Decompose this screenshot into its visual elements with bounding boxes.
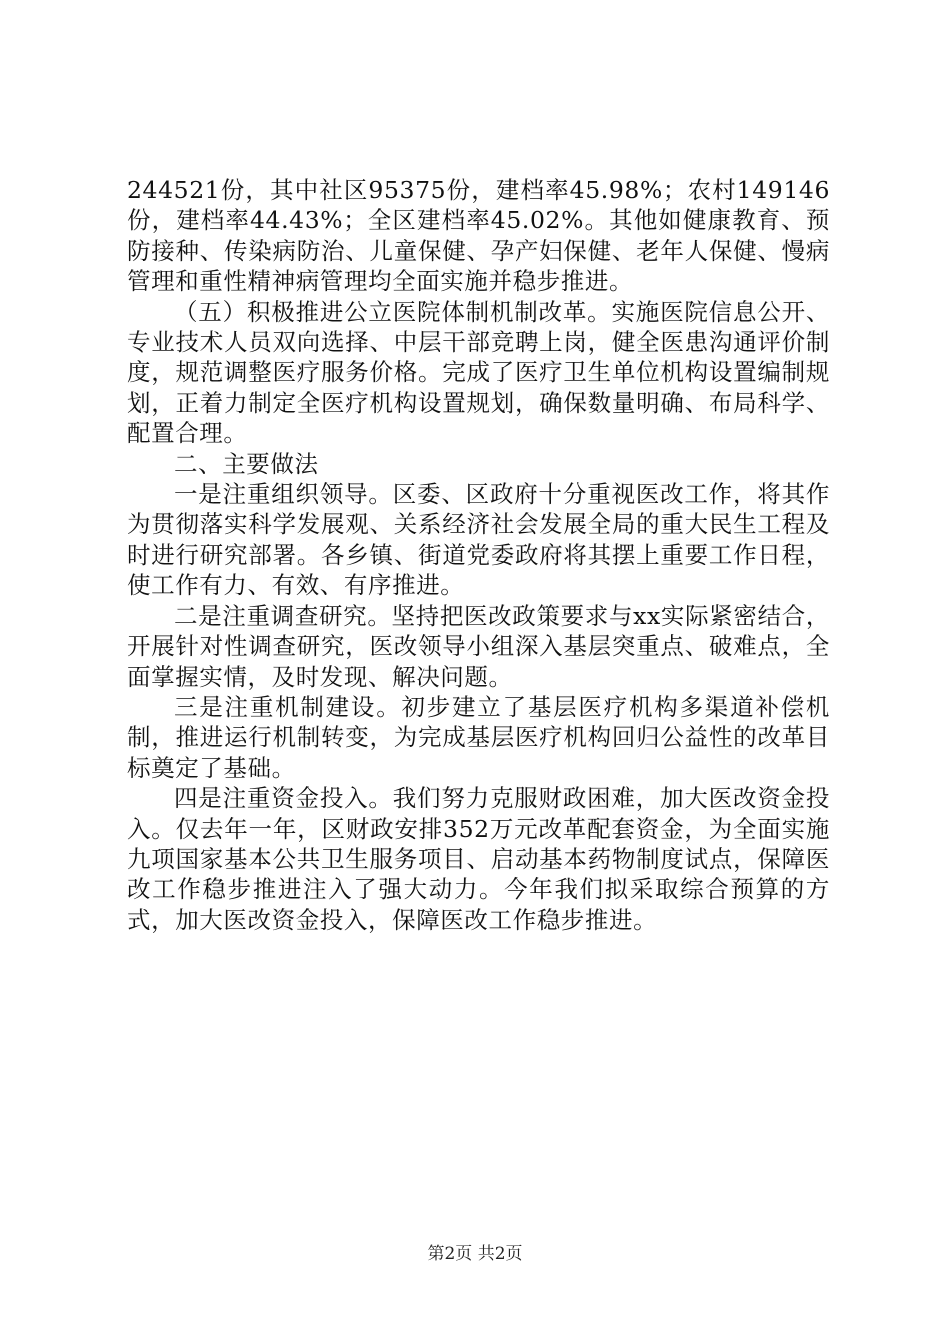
paragraph-funding-investment: 四是注重资金投入。我们努力克服财政困难，加大医改资金投入。仅去年一年，区财政安排352万元改革配套资金，为全面实施九项国家基本公共卫生服务项目、启动基本药物制度试点，保障医改工作稳步推进注入了强大动力。今年我们拟采取综合预算的方式，加大医改资金投入，保障医改工作稳步推进。 — [127, 784, 830, 934]
page-number: 第2页 共2页 — [427, 1244, 523, 1264]
paragraph-archive-stats: 244521份，其中社区95375份，建档率45.98%；农村149146份，建档率44.43%；全区建档率45.02%。其他如健康教育、预防接种、传染病防治、儿童保健、孕产妇保健、老年人保健、慢病管理和重性精神病管理均全面实施并稳步推进。 — [127, 176, 830, 296]
paragraph-organization-leadership: 一是注重组织领导。区委、区政府十分重视医改工作，将其作为贯彻落实科学发展观、关系经济社会发展全局的重大民生工程及时进行研究部署。各乡镇、街道党委政府将其摆上重要工作日程，使工作有力、有效、有序推进。 — [127, 480, 830, 600]
paragraph-hospital-reform: （五）积极推进公立医院体制机制改革。实施医院信息公开、专业技术人员双向选择、中层干部竞聘上岗，健全医患沟通评价制度，规范调整医疗服务价格。完成了医疗卫生单位机构设置编制规划，正着力制定全医疗机构设置规划，确保数量明确、布局科学、配置合理。 — [127, 297, 830, 448]
paragraph-mechanism-building: 三是注重机制建设。初步建立了基层医疗机构多渠道补偿机制，推进运行机制转变，为完成基层医疗机构回归公益性的改革目标奠定了基础。 — [127, 692, 830, 782]
document-body — [127, 175, 830, 935]
page-footer — [0, 1243, 950, 1265]
paragraph-investigation-research: 二是注重调查研究。坚持把医改政策要求与xx实际紧密结合，开展针对性调查研究，医改领导小组深入基层突重点、破难点，全面掌握实情，及时发现、解决问题。 — [127, 601, 830, 691]
section-heading-main-practices: 二、主要做法 — [174, 449, 319, 478]
